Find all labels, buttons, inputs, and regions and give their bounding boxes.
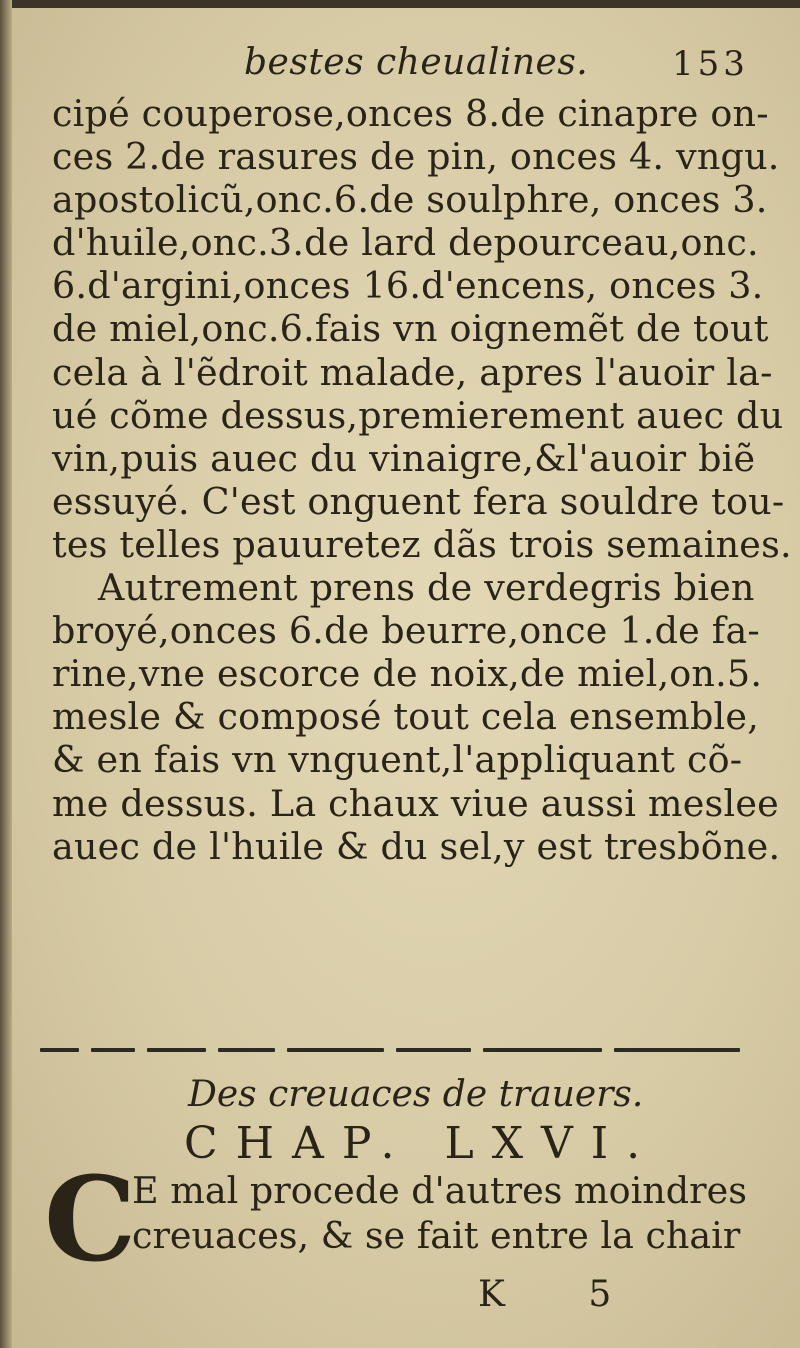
text-line: de miel,onc.6.fais vn oignemẽt de tout bbox=[52, 307, 769, 351]
text-line: creuaces, & se fait entre la chair bbox=[132, 1214, 741, 1257]
text-line: essuyé. C'est onguent fera souldre tou- bbox=[52, 479, 785, 523]
text-line: Autrement prens de verdegris bien bbox=[98, 566, 755, 610]
text-line: tes telles pauuretez dãs trois semaines. bbox=[52, 522, 792, 566]
chapter-text bbox=[132, 1168, 772, 1258]
body-text bbox=[52, 92, 792, 868]
text-line: 6.d'argini,onces 16.d'encens, onces 3. bbox=[52, 264, 764, 308]
text-line: me dessus. La chaux viue aussi meslee bbox=[52, 781, 779, 825]
ornamental-rule bbox=[40, 1045, 740, 1055]
drop-cap: C bbox=[44, 1152, 137, 1288]
signature-mark: K 5 bbox=[478, 1274, 648, 1315]
chapter-number: CHAP. LXVI. bbox=[184, 1118, 659, 1169]
text-line: cipé couperose,onces 8.de cinapre on- bbox=[52, 92, 769, 135]
text-line: E mal procede d'autres moindres bbox=[132, 1169, 747, 1212]
text-line: ué cõme dessus,premierement auec du bbox=[52, 393, 784, 437]
text-line: rine,vne escorce de noix,de miel,on.5. bbox=[52, 652, 763, 696]
text-line: auec de l'huile & du sel,y est tresbõne. bbox=[52, 824, 781, 868]
text-line: apostolicũ,onc.6.de soulphre, onces 3. bbox=[52, 178, 768, 222]
page-top-edge bbox=[0, 0, 800, 8]
page-number: 153 bbox=[672, 44, 749, 84]
text-line: vin,puis auec du vinaigre,&l'auoir biẽ bbox=[52, 436, 756, 480]
running-head: bestes cheualines. bbox=[244, 42, 589, 83]
page-binding-edge bbox=[0, 0, 12, 1348]
text-line: mesle & composé tout cela ensemble, bbox=[52, 695, 760, 739]
text-line: broyé,onces 6.de beurre,once 1.de fa- bbox=[52, 609, 760, 653]
text-line: cela à l'ẽdroit malade, apres l'auoir la- bbox=[52, 350, 773, 394]
text-line: ces 2.de rasures de pin, onces 4. vngu. bbox=[52, 135, 780, 179]
text-line: & en fais vn vnguent,l'appliquant cõ- bbox=[52, 738, 743, 782]
chapter-title: Des creuaces de trauers. bbox=[188, 1074, 644, 1115]
text-line: d'huile,onc.3.de lard depourceau,onc. bbox=[52, 221, 759, 265]
